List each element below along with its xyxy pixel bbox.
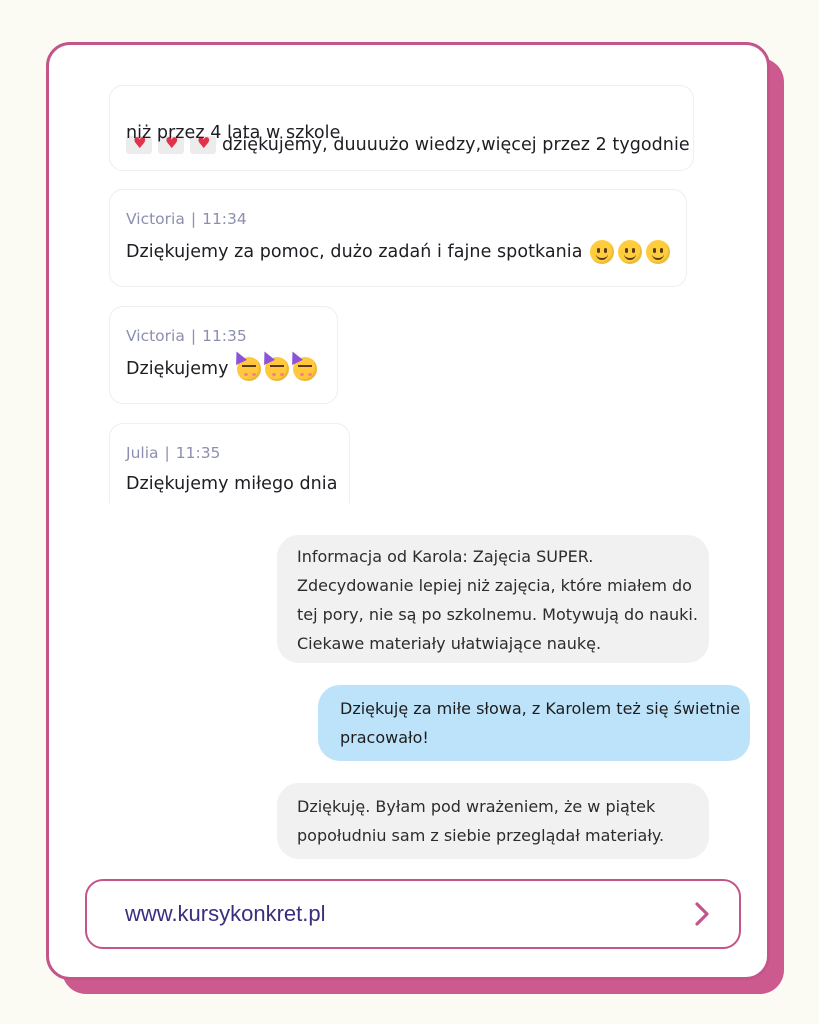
message-bubble xyxy=(109,306,338,404)
sender-name: Victoria xyxy=(126,210,185,228)
party-face-icon xyxy=(293,357,317,381)
chat-line: Dziękuję. Byłam pod wrażeniem, że w piątek xyxy=(297,797,656,816)
smile-icon xyxy=(618,240,642,264)
website-url: www.kursykonkret.pl xyxy=(125,901,326,926)
message-meta xyxy=(126,444,220,462)
message-time: 11:34 xyxy=(202,210,247,228)
message-body xyxy=(126,357,317,381)
incoming-chat-bubble xyxy=(277,783,709,859)
chevron-right-icon xyxy=(687,899,717,929)
message-time: 11:35 xyxy=(175,444,221,462)
sender-name: Julia xyxy=(126,444,159,462)
chat-line: pracowało! xyxy=(340,728,429,747)
message-text: Dziękujemy za pomoc, dużo zadań i fajne spotkania xyxy=(126,242,583,262)
message-bubble xyxy=(109,423,350,503)
chat-line: tej pory, nie są po szkolnemu. Motywują do nauki. xyxy=(297,605,698,624)
smile-icon xyxy=(646,240,670,264)
meta-separator: | xyxy=(190,327,197,345)
outgoing-chat-bubble xyxy=(318,685,750,761)
meta-separator: | xyxy=(164,444,170,462)
incoming-chat-bubble xyxy=(277,535,709,663)
smile-icon xyxy=(590,240,614,264)
message-body xyxy=(126,240,670,264)
message-body xyxy=(126,474,337,494)
meta-separator: | xyxy=(190,210,197,228)
chat-line: Informacja od Karola: Zajęcia SUPER. xyxy=(297,547,594,566)
message-bubble xyxy=(109,189,687,287)
message-text: Dziękujemy miłego dnia xyxy=(126,474,338,494)
chat-line: Zdecydowanie lepiej niż zajęcia, które miałem do xyxy=(297,576,692,595)
message-time: 11:35 xyxy=(202,327,247,345)
website-link-button[interactable] xyxy=(85,879,741,949)
party-face-icon xyxy=(237,357,261,381)
testimonial-card xyxy=(46,42,770,980)
chat-line: Ciekawe materiały ułatwiające naukę. xyxy=(297,634,602,653)
chat-line: Dziękuję za miłe słowa, z Karolem też się świetnie xyxy=(340,699,741,718)
chat-line: popołudniu sam z siebie przeglądał materiały. xyxy=(297,826,665,845)
message-meta xyxy=(126,210,247,228)
message-text-continued: niż przez 4 lata w szkole xyxy=(126,123,341,143)
sender-name: Victoria xyxy=(126,327,185,345)
party-face-icon xyxy=(265,357,289,381)
message-text: dziękujemy, duuuużo wiedzy,więcej przez 2 tygodnie xyxy=(222,135,690,155)
message-text: Dziękujemy xyxy=(126,359,229,379)
message-meta xyxy=(126,327,247,345)
